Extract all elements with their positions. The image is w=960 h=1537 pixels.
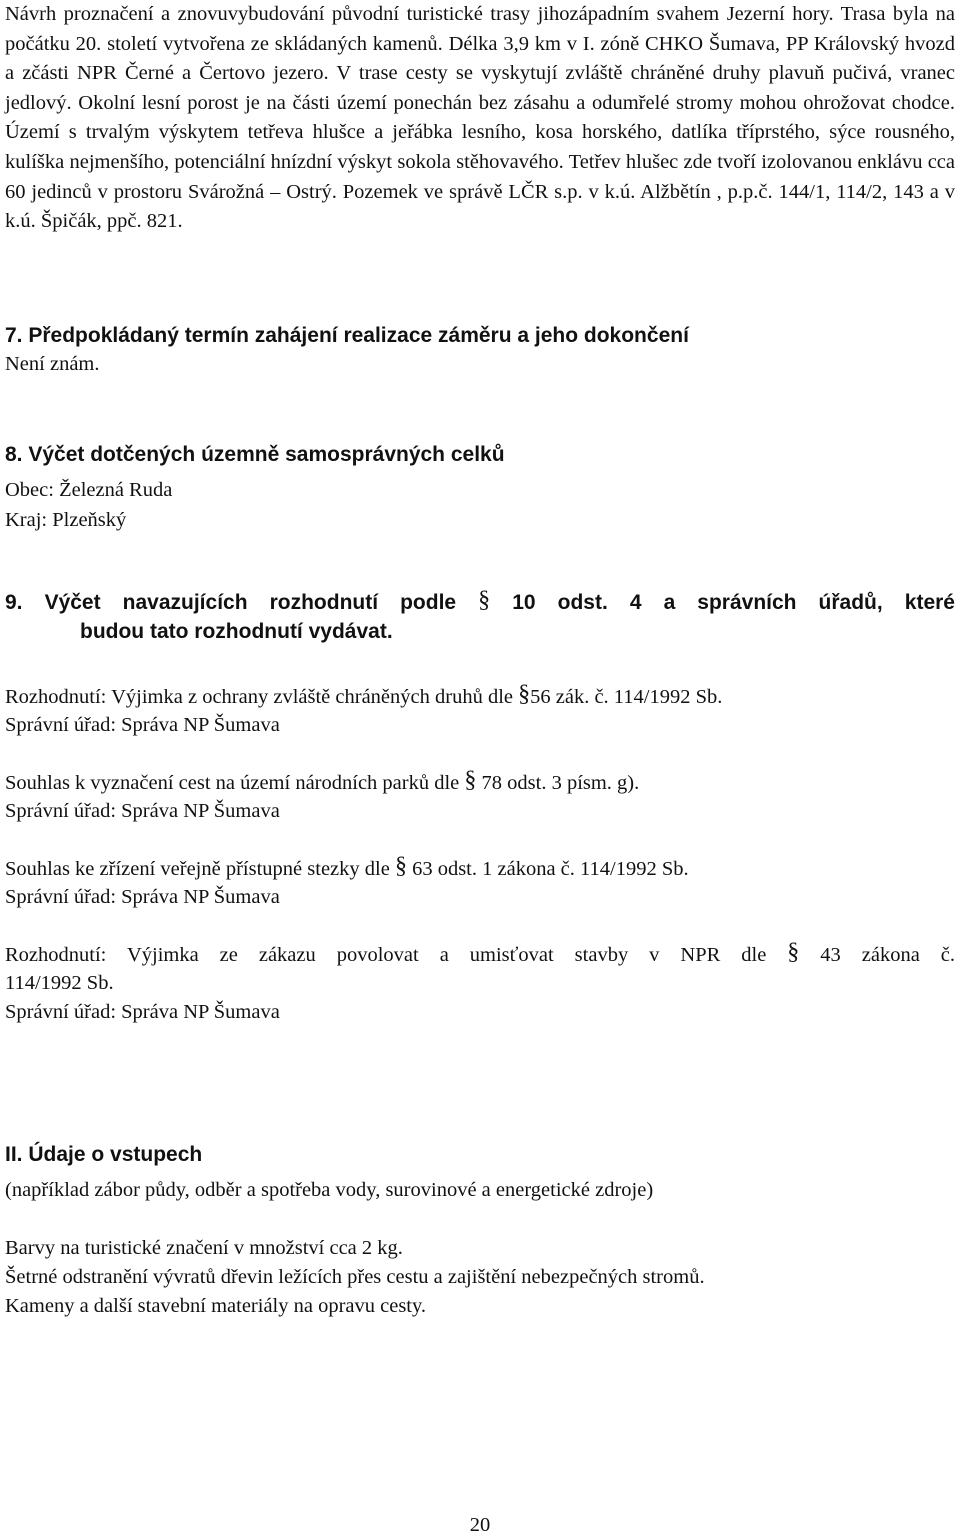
section-7-text: Není znám. (5, 353, 100, 375)
decision-2-text: Souhlas k vyznačení cest na území národních parků dle (5, 772, 465, 794)
decision-1-ref: 56 zák. č. 114/1992 Sb. (530, 686, 723, 708)
intro-paragraph: Návrh proznačení a znovuvybudování původní turistické trasy jihozápadním svahem Jezerní hory. Trasa byla na počátku 20. století vytvořena ze skládaných kamenů. Délka 3,9 km v I. zóně CHKO Šumava, PP Královský hvozd a zčásti NPR Černé a Čertovo jezero. V trase cesty se vyskytují zvláště chráněné druhy plavuň pučivá, vranec jedlový. Okolní lesní porost je na části území ponechán bez zásahu a odumřelé stromy mohou ohrožovat chodce. Území s trvalým výskytem tetřeva hlušce a jeřábka lesního, kosa horského, datlíka tříprstého, sýce rousného, kulíška nejmenšího, potenciální hnízdní výskyt sokola stěhovavého. Tetřev hlušec zde tvoří izolovanou enklávu cca 60 jedinců v prostoru Svárožná – Ostrý. Pozemek ve správě LČR s.p. v k.ú. Alžbětín , p.p.č. 144/1, 114/2, 143 a v k.ú. Špičák, ppč. 821. (5, 3, 955, 233)
decision-2 (5, 768, 639, 798)
decision-2-authority: Správní úřad: Správa NP Šumava (5, 800, 280, 822)
section-9-heading-line2: budou tato rozhodnutí vydávat. (80, 620, 393, 643)
decision-3 (5, 854, 689, 884)
decision-4-ref-cont: 114/1992 Sb. (5, 972, 114, 994)
input-line-3: Kameny a další stavební materiály na opravu cesty. (5, 1295, 427, 1317)
input-line-2: Šetrné odstranění vývratů dřevin ležících přes cestu a zajištění nebezpečných stromů. (5, 1266, 705, 1288)
section-8-kraj: Kraj: Plzeňský (5, 509, 127, 531)
decision-4 (5, 940, 955, 970)
section-9-heading (5, 588, 955, 646)
decision-3-ref: 63 odst. 1 zákona č. 114/1992 Sb. (406, 858, 689, 880)
section-9-heading-part2: 10 odst. 4 a správních úřadů, které (490, 591, 955, 614)
section-8-obec: Obec: Železná Ruda (5, 479, 173, 501)
section-9-heading-line1 (5, 588, 955, 617)
decision-3-authority: Správní úřad: Správa NP Šumava (5, 886, 280, 908)
section-II-subtitle: (například zábor půdy, odběr a spotřeba vody, surovinové a energetické zdroje) (5, 1179, 654, 1201)
section-7-heading: 7. Předpokládaný termín zahájení realizace záměru a jeho dokončení (5, 324, 689, 347)
decision-4-text: Rozhodnutí: Výjimka ze zákazu povolovat a umisťovat stavby v NPR dle (5, 944, 788, 966)
section-9-heading-part1: 9. Výčet navazujících rozhodnutí podle (5, 591, 479, 614)
decision-1-text: Rozhodnutí: Výjimka z ochrany zvláště chráněných druhů dle (5, 686, 519, 708)
page-number: 20 (469, 1514, 491, 1536)
decision-1-authority: Správní úřad: Správa NP Šumava (5, 714, 280, 736)
decision-4-ref: 43 zákona č. (799, 944, 956, 966)
section-sign: § (518, 681, 531, 707)
section-sign: § (394, 853, 407, 879)
decision-4-authority: Správní úřad: Správa NP Šumava (5, 1001, 280, 1023)
decision-1 (5, 682, 722, 712)
decision-2-ref: 78 odst. 3 písm. g). (476, 772, 640, 794)
section-sign: § (787, 939, 800, 965)
section-sign: § (464, 767, 477, 793)
section-8-heading: 8. Výčet dotčených územně samosprávných celků (5, 443, 505, 466)
section-II-heading: II. Údaje o vstupech (5, 1143, 203, 1166)
decision-3-text: Souhlas ke zřízení veřejně přístupné stezky dle (5, 858, 395, 880)
input-line-1: Barvy na turistické značení v množství cca 2 kg. (5, 1237, 403, 1259)
section-sign: § (478, 587, 491, 613)
